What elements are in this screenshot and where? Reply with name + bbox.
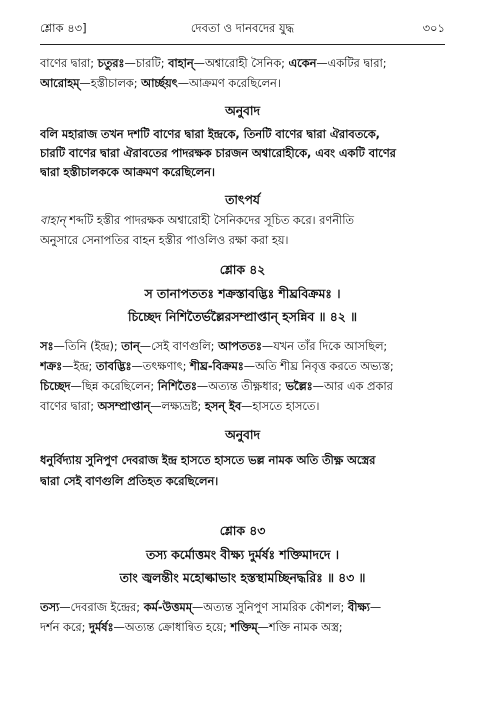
sanskrit-term: তাবদ্ভিঃ — [95, 360, 132, 373]
verse-43-heading: শ্লোক ৪৩ — [219, 524, 266, 538]
term-meaning: —অশ্বারোহী সৈনিক; — [193, 57, 289, 70]
term-meaning: বাণের দ্বারা; — [40, 57, 98, 70]
translation-heading: অনুবাদ — [225, 104, 260, 118]
term-meaning: —অত্যন্ত ক্রোধান্বিত হয়ে; — [113, 621, 231, 634]
term-meaning: —অত্যন্ত তীক্ষ্ণধার; — [196, 380, 286, 393]
sanskrit-term: আরোহম্ — [40, 77, 80, 90]
sanskrit-term: দুর্মর্ষঃ — [89, 621, 114, 634]
term-meaning: —সেই বাণগুলি; — [139, 340, 219, 353]
term-meaning: —দেবরাজ ইন্দ্রের; — [59, 601, 144, 614]
term-meaning: —আক্রমণ করেছিলেন। — [177, 77, 281, 90]
synonym-line — [40, 76, 445, 92]
term-meaning: দর্শন করে; — [40, 621, 90, 634]
translation-line: বলি মহারাজ তখন দশটি বাণের দ্বারা ইন্দ্রকে, তিনটি বাণের দ্বারা ঐরাবতকে, — [40, 128, 380, 141]
term-meaning: —হাসতে হাসতে। — [241, 400, 320, 413]
sanskrit-term: শীঘ্র-বিক্রমঃ — [190, 360, 244, 373]
purport-line — [40, 233, 445, 249]
sanskrit-term: নিশিতৈঃ — [157, 380, 197, 393]
synonym-line — [40, 620, 445, 636]
term-meaning: —তিনি (ইন্দ্র); — [53, 340, 122, 353]
sanskrit-term: তস্য — [40, 601, 60, 614]
translation-line: চারটি বাণের দ্বারা ঐরাবতের পাদরক্ষক চারজন অশ্বারোহীকে, এবং একটি বাণের — [40, 147, 396, 160]
sanskrit-term: আপততঃ — [218, 340, 262, 353]
translation-line: দ্বারা সেই বাণগুলি প্রতিহত করেছিলেন। — [40, 475, 219, 488]
synonym-line — [40, 359, 445, 375]
page-number: ৩০১ — [422, 21, 445, 35]
italic-term: বাহান্ — [40, 214, 66, 227]
sanskrit-term: আৰ্চ্ছয়ৎ — [141, 77, 178, 90]
translation-line: দ্বারা হস্তীচালককে আক্রমণ করেছিলেন। — [40, 166, 215, 179]
synonym-line — [40, 399, 445, 415]
verse-42-line-1: স তানাপততঃ শক্রস্তাবদ্ভিঃ শীঘ্রবিক্রমঃ । — [144, 287, 341, 301]
sanskrit-term: অসম্প্রাপ্তান্ — [97, 400, 151, 413]
synonym-line — [40, 339, 445, 355]
header-chapter-title: দেবতা ও দানবদের যুদ্ধ — [190, 21, 295, 35]
verse-43-line-2: তাং জ্বলন্তীং মহোল্কাভাং হস্তস্থামচ্ছিনদ্ধরিঃ ॥ ৪৩ ॥ — [119, 571, 366, 585]
verse-42-line-2: চিচ্ছেদ নিশিতৈর্ভল্লৈরসম্প্রাপ্তান্ হসন্নিব ॥ ৪২ ॥ — [128, 310, 357, 324]
sanskrit-term: বীক্ষ্য — [347, 601, 370, 614]
term-meaning: —অতি শীঘ্র নিবৃত্ত করতে অভ্যস্ত; — [243, 360, 394, 373]
sanskrit-term: শক্তিম্ — [230, 621, 258, 634]
term-meaning: —একটির দ্বারা; — [316, 57, 387, 70]
purport-line — [40, 213, 445, 229]
sanskrit-term: সঃ — [40, 340, 54, 353]
term-meaning: —লক্ষ্যভ্রষ্ট; — [150, 400, 205, 413]
sanskrit-term: চিচ্ছেদ — [40, 380, 71, 393]
term-meaning: —ছিন্ন করেছিলেন; — [70, 380, 158, 393]
term-meaning: —হস্তীচালক; — [79, 77, 142, 90]
synonym-line — [40, 56, 445, 72]
term-meaning: — — [369, 601, 382, 614]
sanskrit-term: তান্ — [121, 340, 140, 353]
sanskrit-term: একেন — [288, 57, 317, 70]
term-meaning: —তৎক্ষণাৎ; — [131, 360, 191, 373]
term-meaning: —আর এক প্রকার — [312, 380, 393, 393]
term-meaning: —চারটি; — [124, 57, 169, 70]
term-meaning: —যখন তাঁর দিকে আসছিল; — [261, 340, 388, 353]
sanskrit-term: কর্ম-উত্তমম্ — [143, 601, 192, 614]
sanskrit-term: বাহান্ — [168, 57, 194, 70]
synonym-line — [40, 379, 445, 395]
sanskrit-term: শক্রঃ — [40, 360, 63, 373]
sanskrit-term: চতুরঃ — [97, 57, 125, 70]
verse-42-heading: শ্লোক ৪২ — [219, 263, 266, 277]
running-header — [40, 18, 445, 40]
synonym-line — [40, 600, 445, 616]
term-meaning: —শক্তি নামক অস্ত্র; — [257, 621, 343, 634]
translation-line: ধনুর্বিদ্যায় সুনিপুণ দেবরাজ ইন্দ্র হাসতে হাসতে ভল্ল নামক অতি তীক্ষ্ণ অস্ত্রের — [40, 454, 376, 467]
purport-heading: তাৎপর্য — [225, 193, 260, 207]
term-meaning: —ইন্দ্র; — [62, 360, 96, 373]
purport-text: অনুসারে সেনাপতির বাহন হস্তীর পাওলিও রক্ষা করা হয়। — [40, 234, 289, 247]
header-rule — [40, 44, 445, 45]
purport-text: শব্দটি হস্তীর পাদরক্ষক অশ্বারোহী সৈনিকদের সূচিত করে। রণনীতি — [65, 214, 354, 227]
verse-43-line-1: তস্য কর্মোত্তমং বীক্ষ্য দুর্মর্ষঃ শক্তিমাদদে । — [145, 548, 340, 562]
term-meaning: —অত্যন্ত সুনিপুণ সামরিক কৌশল; — [191, 601, 348, 614]
translation-heading: অনুবাদ — [225, 428, 260, 442]
header-verse-ref: শ্লোক ৪৩] — [40, 21, 87, 35]
term-meaning: বাণের দ্বারা; — [40, 400, 98, 413]
sanskrit-term: হসন্ ইব — [204, 400, 242, 413]
sanskrit-term: ভল্লৈঃ — [285, 380, 313, 393]
